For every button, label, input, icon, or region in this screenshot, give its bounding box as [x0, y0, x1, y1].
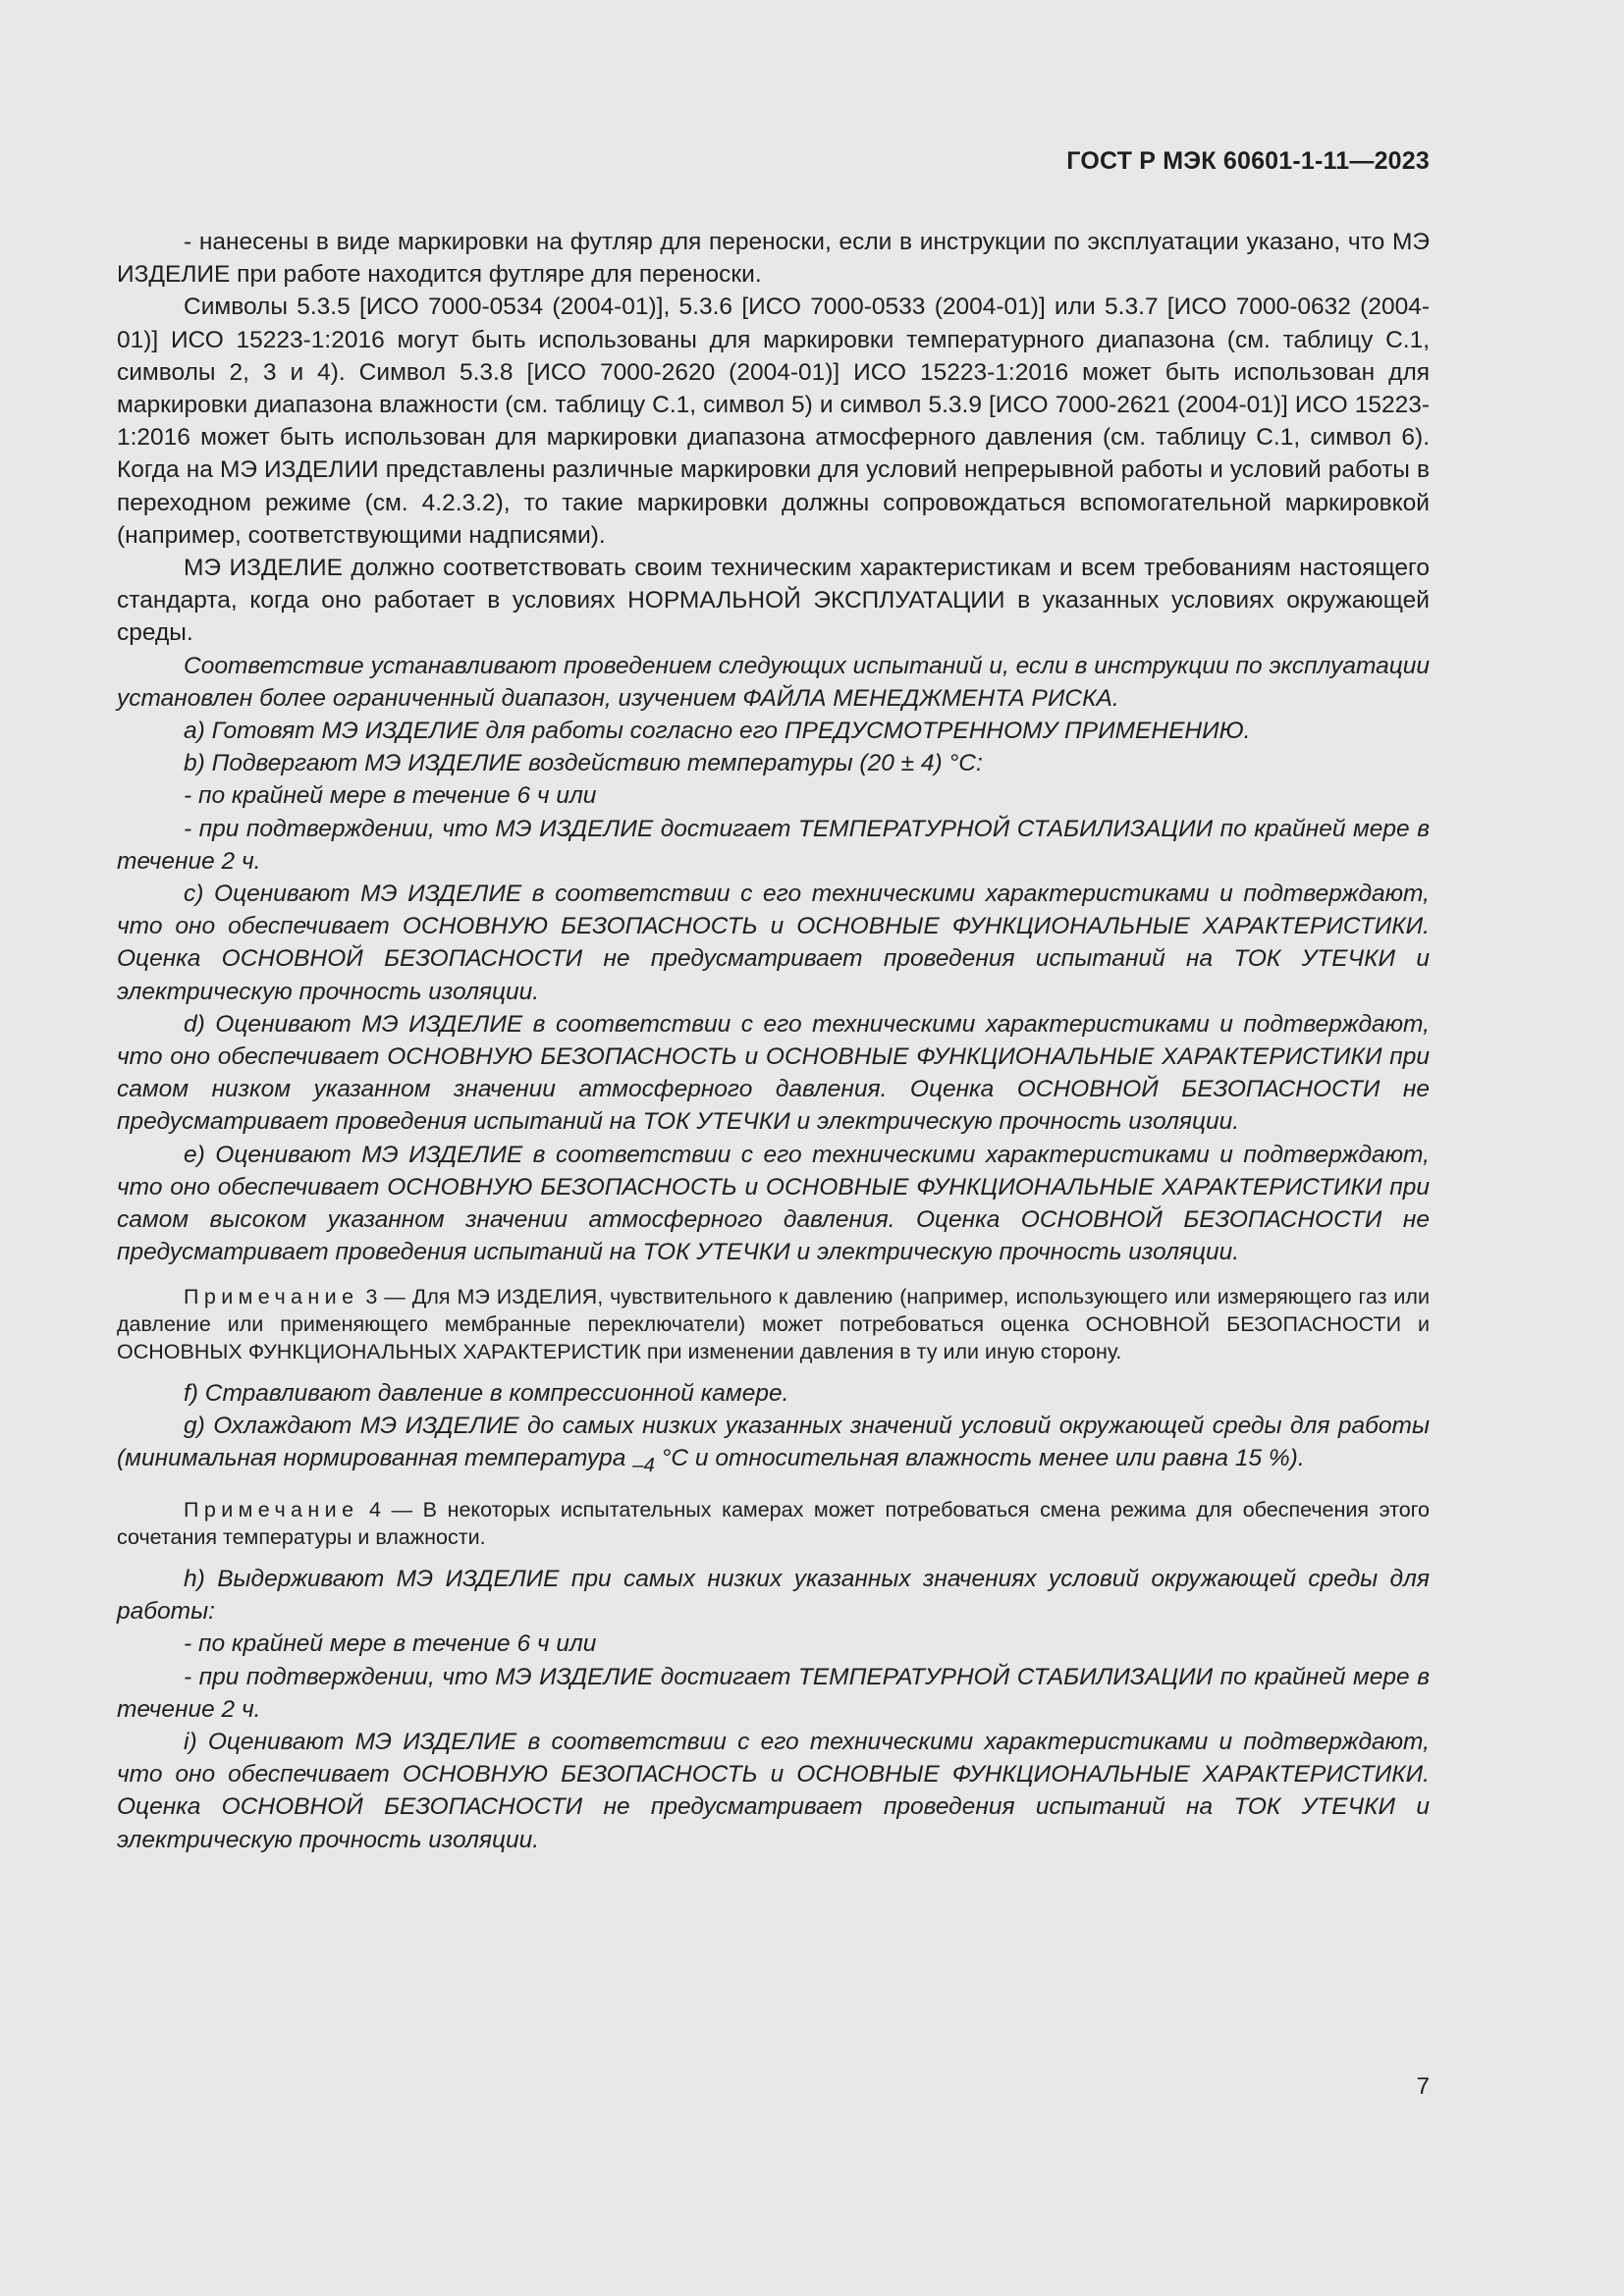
note-4 [117, 1496, 1430, 1551]
paragraph-symbols: Символы 5.3.5 [ИСО 7000-0534 (2004-01)], 5.3.6 [ИСО 7000-0533 (2004-01)] или 5.3.7 [ИСО 7000-0632 (2004-01)] ИСО 15223-1:2016 могут быть использованы для маркировки температурного диапазона (см. таблицу С.1, символы 2, 3 и 4). Символ 5.3.8 [ИСО 7000-2620 (2004-01)] ИСО 15223-1:2016 может быть использован для маркировки диапазона влажности (см. таблицу С.1, символ 5) и символ 5.3.9 [ИСО 7000-2621 (2004-01)] ИСО 15223-1:2016 может быть использован для маркировки диапазона атмосферного давления (см. таблицу С.1, символ 6). Когда на МЭ ИЗДЕЛИИ представлены различные маркировки для условий непрерывной работы и условий работы в переходном режиме (см. 4.2.3.2), то такие маркировки должны сопровождаться вспомогательной маркировкой (например, соответствующими надписями). [117, 294, 1430, 549]
step-d: d) Оценивают МЭ ИЗДЕЛИЕ в соответствии с его техническими характеристиками и подтверждают, что оно обеспечивает ОСНОВНУЮ БЕЗОПАСНОСТЬ и ОСНОВНЫЕ ФУНКЦИОНАЛЬНЫЕ ХАРАКТЕРИСТИКИ при самом низком указанном значении атмосферного давления. Оценка ОСНОВНОЙ БЕЗОПАСНОСТИ не предусматривает проведения испытаний на ТОК УТЕЧКИ и электрическую прочность изоляции. [117, 1010, 1430, 1136]
step-h: h) Выдерживают МЭ ИЗДЕЛИЕ при самых низких указанных значениях условий окружающей среды для работы: [117, 1566, 1430, 1626]
step-a: a) Готовят МЭ ИЗДЕЛИЕ для работы согласно его ПРЕДУСМОТРЕННОМУ ПРИМЕНЕНИЮ. [184, 718, 1251, 745]
note-3 [117, 1283, 1430, 1365]
document-header: ГОСТ Р МЭК 60601-1-11—2023 [1066, 147, 1430, 175]
paragraph-requirements: МЭ ИЗДЕЛИЕ должно соответствовать своим техническим характеристикам и всем требованиям настоящего стандарта, когда оно работает в условиях НОРМАЛЬНОЙ ЭКСПЛУАТАЦИИ в указанных условиях окружающей среды. [117, 555, 1430, 647]
step-g-text-1: g) Охлаждают МЭ ИЗДЕЛИЕ до самых низких указанных значений условий окружающей среды для работы (минимальная нормированная температура [117, 1412, 1430, 1471]
step-b: b) Подвергают МЭ ИЗДЕЛИЕ воздействию температуры (20 ± 4) °С: [184, 750, 983, 777]
step-g [117, 1410, 1430, 1482]
page-number: 7 [1416, 2073, 1430, 2100]
step-b-dash-1: - по крайней мере в течение 6 ч или [184, 782, 597, 810]
step-i: i) Оценивают МЭ ИЗДЕЛИЕ в соответствии с его техническими характеристиками и подтверждают, что оно обеспечивает ОСНОВНУЮ БЕЗОПАСНОСТЬ и ОСНОВНЫЕ ФУНКЦИОНАЛЬНЫЕ ХАРАКТЕРИСТИКИ. Оценка ОСНОВНОЙ БЕЗОПАСНОСТИ не предусматривает проведения испытаний на ТОК УТЕЧКИ и электрическую прочность изоляции. [117, 1729, 1430, 1853]
step-c: c) Оценивают МЭ ИЗДЕЛИЕ в соответствии с его техническими характеристиками и подтверждают, что оно обеспечивает ОСНОВНУЮ БЕЗОПАСНОСТЬ и ОСНОВНЫЕ ФУНКЦИОНАЛЬНЫЕ ХАРАКТЕРИСТИКИ. Оценка ОСНОВНОЙ БЕЗОПАСНОСТИ не предусматривает проведения испытаний на ТОК УТЕЧКИ и электрическую прочность изоляции. [117, 881, 1430, 1005]
step-f: f) Стравливают давление в компрессионной камере. [184, 1379, 789, 1407]
note-4-label: Примечание [184, 1498, 359, 1522]
step-b-dash-2: - при подтверждении, что МЭ ИЗДЕЛИЕ достигает ТЕМПЕРАТУРНОЙ СТАБИЛИЗАЦИИ по крайней мере в течение 2 ч. [117, 815, 1430, 875]
step-e: e) Оценивают МЭ ИЗДЕЛИЕ в соответствии с его техническими характеристиками и подтверждают, что оно обеспечивает ОСНОВНУЮ БЕЗОПАСНОСТЬ и ОСНОВНЫЕ ФУНКЦИОНАЛЬНЫЕ ХАРАКТЕРИСТИКИ при самом высоком указанном значении атмосферного давления. Оценка ОСНОВНОЙ БЕЗОПАСНОСТИ не предусматривает проведения испытаний на ТОК УТЕЧКИ и электрическую прочность изоляции. [117, 1141, 1430, 1266]
note-4-text: 4 — В некоторых испытательных камерах может потребоваться смена режима для обеспечения этого сочетания температуры и влажности. [117, 1498, 1430, 1549]
note-3-label: Примечание [184, 1284, 359, 1308]
step-h-dash-1: - по крайней мере в течение 6 ч или [184, 1630, 597, 1658]
step-g-text-2: °С и относительная влажность менее или равна 15 %). [654, 1444, 1305, 1471]
step-g-subscript: –4 [632, 1454, 655, 1476]
paragraph-marking-case: - нанесены в виде маркировки на футляр для переноски, если в инструкции по эксплуатации указано, что МЭ ИЗДЕЛИЕ при работе находится футляре для переноски. [117, 229, 1430, 289]
document-body [117, 226, 1430, 1856]
note-3-text: 3 — Для МЭ ИЗДЕЛИЯ, чувствительного к давлению (например, использующего или измеряющего газ или давление или применяющего мембранные переключатели) может потребоваться оценка ОСНОВНОЙ БЕЗОПАСНОСТИ и ОСНОВНЫХ ФУНКЦИОНАЛЬНЫХ ХАРАКТЕРИСТИК при изменении давления в ту или иную сторону. [117, 1284, 1430, 1363]
paragraph-compliance: Соответствие устанавливают проведением следующих испытаний и, если в инструкции по эксплуатации установлен более ограниченный диапазон, изучением ФАЙЛА МЕНЕДЖМЕНТА РИСКА. [117, 652, 1430, 712]
step-h-dash-2: - при подтверждении, что МЭ ИЗДЕЛИЕ достигает ТЕМПЕРАТУРНОЙ СТАБИЛИЗАЦИИ по крайней мере в течение 2 ч. [117, 1663, 1430, 1723]
